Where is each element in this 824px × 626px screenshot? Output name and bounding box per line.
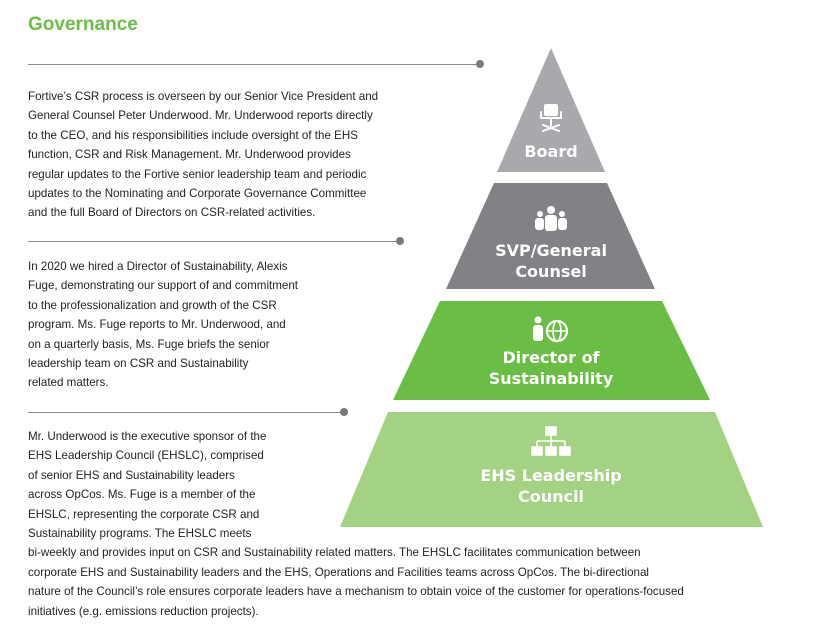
page-title: Governance xyxy=(28,14,138,35)
pyramid-label-board: Board xyxy=(524,142,578,161)
pyramid-label-director-of-sustainability: Director of Sustainability xyxy=(488,348,614,388)
pyramid-label-ehs-leadership-council: EHS Leadership Council xyxy=(480,466,622,506)
paragraph-director-sustainability: In 2020 we hired a Director of Sustainability, Alexis Fuge, demonstrating our support of and commitment to the professionalization and growth of the CSR program. Ms. Fuge reports to Mr. Underwood, and on a quarterly basis, Ms. Fuge briefs the senior leadership team on CSR and Sustainability related matters. xyxy=(28,260,299,390)
pyramid-label-svp-general-counsel: SVP/General Counsel xyxy=(495,241,607,281)
paragraph-csr-oversight: Fortive’s CSR process is overseen by our Senior Vice President and General Counsel Peter Underwood. Mr. Underwood reports directly to the CEO, and his responsibilities include oversight of the EHS function, CSR and Risk Management. Mr. Underwood provides regular updates to the Fortive senior leadership team and periodic updates to the Nominating and Corporate Governance Committee and the full Board of Directors on CSR-related activities. xyxy=(28,90,379,220)
paragraph-ehs-leadership-council: Mr. Underwood is the executive sponsor of the EHS Leadership Council (EHSLC), comprised of senior EHS and Sustainability leaders across OpCos. Ms. Fuge is a member of the EHSLC, representing the corporate CSR and Sustainability programs. The EHSLC meets bi-weekly and provides input on CSR and Sustainability related matters. The EHSLC facilitates communication between corporate EHS and Sustainability leaders and the EHS, Operations and Facilities teams across OpCos. The bi-directional nature of the Council’s role ensures corporate leaders have a mechanism to obtain voice of the customer for operations-focused initiatives (e.g. emissions reduction projects). xyxy=(28,430,684,618)
